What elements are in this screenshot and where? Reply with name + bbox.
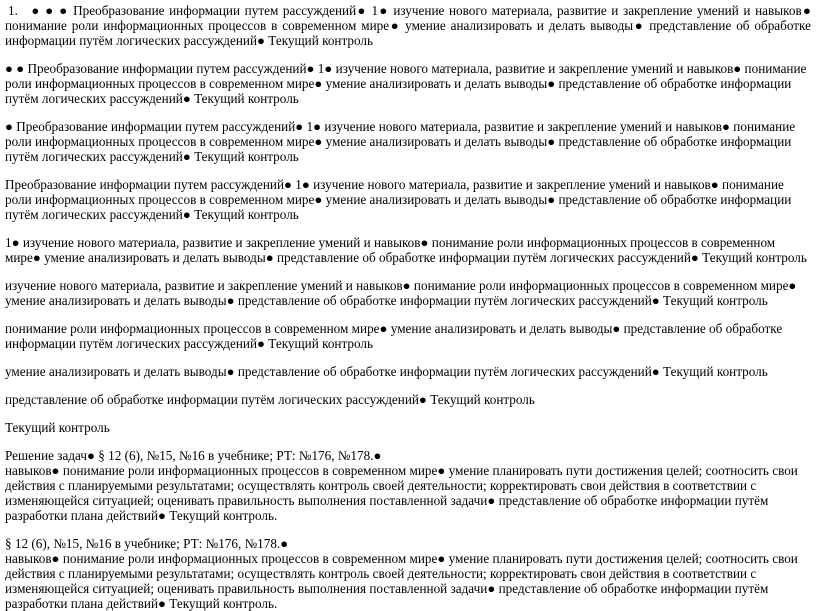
paragraph-10 xyxy=(5,420,811,435)
paragraph-11-body xyxy=(5,463,811,523)
paragraph-text: изучение нового материала, развитие и закрепление умений и навыков● понимание роли информационных процессов в современном мире● умение анализировать и делать выводы● представление об обработке информации путём логических рассуждений● Текущий контроль xyxy=(5,278,797,308)
paragraph-text: навыков● понимание роли информационных процессов в современном мире● умение планировать пути достижения целей; соотносить свои действия с планируемыми результатами; осуществлять контроль своей деятельности; корректировать свои действия в соответствии с изменяющейся ситуацией; оценивать правильность выполнения поставленной задачи● представление об обработке информации путём разработки плана действий● Текущий контроль. xyxy=(5,551,798,611)
paragraph-8 xyxy=(5,364,811,379)
paragraph-text: § 12 (6), №15, №16 в учебнике; РТ: №176, №178.● xyxy=(5,536,289,551)
paragraph-1 xyxy=(5,3,811,48)
paragraph-6 xyxy=(5,278,811,308)
paragraph-2 xyxy=(5,61,811,106)
paragraph-9 xyxy=(5,392,811,407)
paragraph-11-heading xyxy=(5,448,811,463)
paragraph-text: умение анализировать и делать выводы● представление об обработке информации путём логических рассуждений● Текущий контроль xyxy=(5,364,768,379)
paragraph-text: ● Преобразование информации путем рассуждений● 1● изучение нового материала, развитие и закрепление умений и навыков● понимание роли информационных процессов в современном мире● умение анализировать и делать выводы● представление об обработке информации путём логических рассуждений● Текущий контроль xyxy=(5,119,796,164)
paragraph-text: Текущий контроль xyxy=(5,420,110,435)
paragraph-text: 1● изучение нового материала, развитие и закрепление умений и навыков● понимание роли информационных процессов в современном мире● умение анализировать и делать выводы● представление об обработке информации путём логических рассуждений● Текущий контроль xyxy=(5,235,807,265)
paragraph-text: Решение задач● § 12 (6), №15, №16 в учебнике; РТ: №176, №178.● xyxy=(5,448,382,463)
paragraph-12-heading xyxy=(5,536,811,551)
paragraph-12-body xyxy=(5,551,811,611)
paragraph-5 xyxy=(5,235,811,265)
paragraph-text: Преобразование информации путем рассуждений● 1● изучение нового материала, развитие и закрепление умений и навыков● понимание роли информационных процессов в современном мире● умение анализировать и делать выводы● представление об обработке информации путём логических рассуждений● Текущий контроль xyxy=(5,177,792,222)
paragraph-text: ● ● ● Преобразование информации путем рассуждений● 1● изучение нового материала, развитие и закрепление умений и навыков● понимание роли информационных процессов в современном мире● умение анализировать и делать выводы● представление об обработке информации путём логических рассуждений● Текущий контроль xyxy=(5,3,811,48)
paragraph-text: ● ● Преобразование информации путем рассуждений● 1● изучение нового материала, развитие и закрепление умений и навыков● понимание роли информационных процессов в современном мире● умение анализировать и делать выводы● представление об обработке информации путём логических рассуждений● Текущий контроль xyxy=(5,61,807,106)
paragraph-text: представление об обработке информации путём логических рассуждений● Текущий контроль xyxy=(5,392,535,407)
list-number: 1. xyxy=(8,3,18,18)
paragraph-3 xyxy=(5,119,811,164)
paragraph-text: понимание роли информационных процессов в современном мире● умение анализировать и делать выводы● представление об обработке информации путём логических рассуждений● Текущий контроль xyxy=(5,321,783,351)
paragraph-text: навыков● понимание роли информационных процессов в современном мире● умение планировать пути достижения целей; соотносить свои действия с планируемыми результатами; осуществлять контроль своей деятельности; корректировать свои действия в соответствии с изменяющейся ситуацией; оценивать правильность выполнения поставленной задачи● представление об обработке информации путём разработки плана действий● Текущий контроль. xyxy=(5,463,798,523)
paragraph-4 xyxy=(5,177,811,222)
paragraph-7 xyxy=(5,321,811,351)
